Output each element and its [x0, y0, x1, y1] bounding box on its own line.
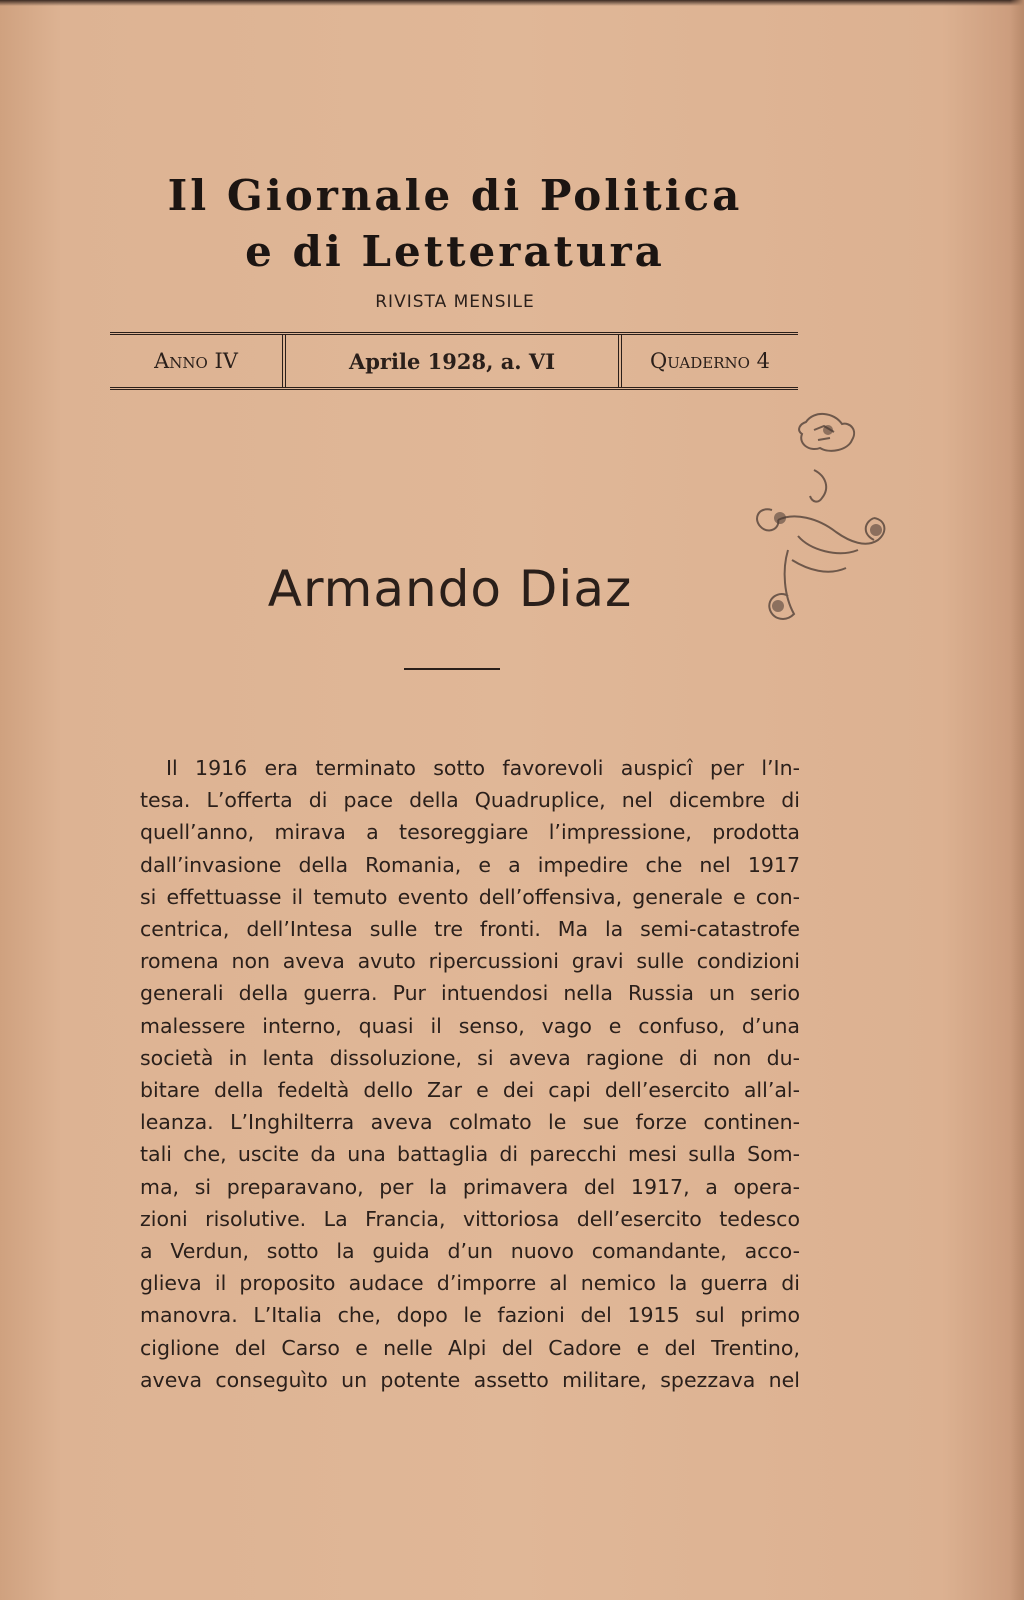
- body-line: malessere interno, quasi il senso, vago e confuso, d’una: [140, 1013, 800, 1038]
- masthead-subtitle: RIVISTA MENSILE: [375, 292, 535, 312]
- issue-anno: Anno IV: [154, 349, 238, 373]
- body-line: si effettuasse il temuto evento dell’offensiva, generale e con-: [140, 884, 800, 909]
- body-line: dall’invasione della Romania, e a impedire che nel 1917: [140, 852, 800, 877]
- body-line: romena non aveva avuto ripercussioni gravi sulle condizioni: [140, 949, 800, 974]
- body-line: quell’anno, mirava a tesoreggiare l’impressione, prodotta: [140, 820, 800, 845]
- article-title: Armando Diaz: [267, 560, 633, 618]
- body-line: aveva conseguìto un potente assetto militare, spezzava nel: [140, 1367, 800, 1392]
- issue-quaderno: Quaderno 4: [650, 349, 770, 373]
- body-line: centrica, dell’Intesa sulle tre fronti. Ma la semi-catastrofe: [140, 917, 800, 942]
- body-line: leanza. L’Inghilterra aveva colmato le sue forze continen-: [140, 1110, 800, 1135]
- issue-date: Aprile 1928, a. VI: [282, 335, 622, 387]
- masthead-title-line-1: Il Giornale di Politica: [167, 171, 743, 220]
- body-line: ma, si preparavano, per la primavera del 1917, a opera-: [140, 1174, 800, 1199]
- masthead: [110, 168, 800, 312]
- body-line: glieva il proposito audace d’imporre al nemico la guerra di: [140, 1271, 800, 1296]
- body-line: zioni risolutive. La Francia, vittoriosa dell’esercito tedesco: [140, 1206, 800, 1231]
- body-line: tali che, uscite da una battaglia di parecchi mesi sulla Som-: [140, 1142, 800, 1167]
- body-line: generali della guerra. Pur intuendosi nella Russia un serio: [140, 981, 800, 1006]
- body-line: a Verdun, sotto la guida d’un nuovo comandante, acco-: [140, 1239, 800, 1264]
- page-right-edge: [1010, 0, 1024, 1600]
- page-top-shadow: [0, 0, 1024, 6]
- issue-info-bar: [110, 332, 798, 390]
- body-line: società in lenta dissoluzione, si aveva ragione di non du-: [140, 1045, 800, 1070]
- body-line: tesa. L’offerta di pace della Quadruplice, nel dicembre di: [140, 788, 800, 813]
- masthead-title-line-2: e di Letteratura: [245, 227, 665, 276]
- body-line: manovra. L’Italia che, dopo le fazioni del 1915 sul primo: [140, 1303, 800, 1328]
- title-divider: [404, 668, 500, 670]
- body-line: bitare della fedeltà dello Zar e dei capi dell’esercito all’al-: [140, 1078, 800, 1103]
- body-line: ciglione del Carso e nelle Alpi del Cadore e del Trentino,: [140, 1335, 800, 1360]
- article-body: [140, 752, 800, 1396]
- body-line: Il 1916 era terminato sotto favorevoli auspicî per l’In-: [166, 756, 800, 780]
